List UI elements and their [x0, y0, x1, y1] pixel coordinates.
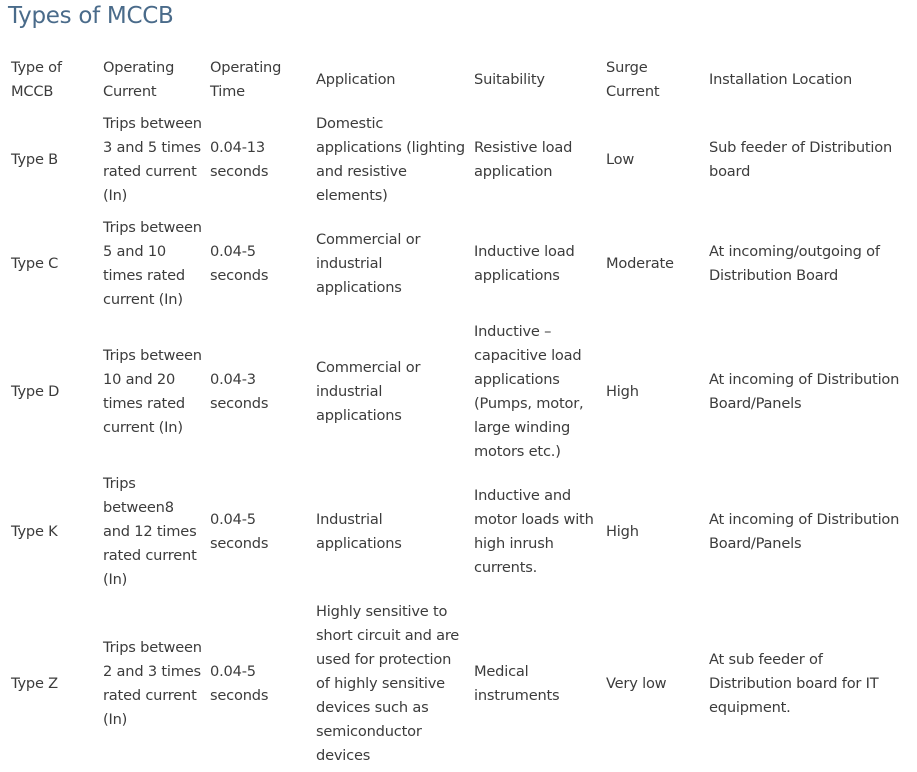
- cell-surge-current: High: [606, 383, 639, 400]
- cell-application: Domestic applications (lighting and resistive elements): [316, 115, 465, 204]
- table-row: [3, 596, 909, 772]
- header-suitability: Suitability: [474, 71, 545, 88]
- header-installation-location: Installation Location: [709, 71, 852, 88]
- header-surge-current: Surge Current: [606, 59, 660, 100]
- cell-operating-time: 0.04-13 seconds: [210, 139, 269, 180]
- cell-type: Type D: [11, 383, 60, 400]
- cell-surge-current: Moderate: [606, 255, 674, 272]
- cell-type: Type Z: [11, 675, 58, 692]
- table-row: [3, 316, 909, 468]
- cell-operating-time: 0.04-5 seconds: [210, 663, 269, 704]
- mccb-types-table: [3, 52, 909, 772]
- table-row: [3, 212, 909, 316]
- cell-operating-current: Trips between 3 and 5 times rated current (In): [103, 115, 202, 204]
- header-type: Type of MCCB: [11, 59, 62, 100]
- cell-installation-location: At incoming of Distribution Board/Panels: [709, 511, 900, 552]
- cell-operating-current: Trips between 5 and 10 times rated current (In): [103, 219, 202, 308]
- cell-installation-location: At incoming/outgoing of Distribution Board: [709, 243, 880, 284]
- cell-operating-current: Trips between 2 and 3 times rated current (In): [103, 639, 202, 728]
- cell-application: Highly sensitive to short circuit and are used for protection of highly sensitive devices such as semiconductor devices: [316, 603, 460, 764]
- cell-surge-current: High: [606, 523, 639, 540]
- table-row: [3, 108, 909, 212]
- cell-suitability: Resistive load application: [474, 139, 573, 180]
- cell-installation-location: At incoming of Distribution Board/Panels: [709, 371, 900, 412]
- table-header-row: [3, 52, 909, 108]
- cell-suitability: Inductive load applications: [474, 243, 575, 284]
- cell-operating-current: Trips between 10 and 20 times rated current (In): [103, 347, 202, 436]
- cell-type: Type B: [11, 151, 58, 168]
- cell-operating-time: 0.04-3 seconds: [210, 371, 269, 412]
- cell-suitability: Medical instruments: [474, 663, 560, 704]
- section-title: Types of MCCB: [8, 3, 174, 29]
- cell-operating-time: 0.04-5 seconds: [210, 511, 269, 552]
- table-row: [3, 468, 909, 596]
- header-operating-current: Operating Current: [103, 59, 175, 100]
- cell-type: Type C: [11, 255, 59, 272]
- cell-type: Type K: [11, 523, 58, 540]
- cell-installation-location: At sub feeder of Distribution board for IT equipment.: [709, 651, 879, 716]
- cell-operating-current: Trips between8 and 12 times rated current (In): [103, 475, 197, 588]
- cell-installation-location: Sub feeder of Distribution board: [709, 139, 893, 180]
- header-application: Application: [316, 71, 396, 88]
- cell-operating-time: 0.04-5 seconds: [210, 243, 269, 284]
- cell-application: Commercial or industrial applications: [316, 359, 421, 424]
- cell-surge-current: Very low: [606, 675, 667, 692]
- cell-surge-current: Low: [606, 151, 635, 168]
- cell-suitability: Inductive – capacitive load applications (Pumps, motor, large winding motors etc.): [474, 323, 584, 460]
- cell-application: Industrial applications: [316, 511, 402, 552]
- cell-application: Commercial or industrial applications: [316, 231, 421, 296]
- header-operating-time: Operating Time: [210, 59, 282, 100]
- cell-suitability: Inductive and motor loads with high inrush currents.: [474, 487, 594, 576]
